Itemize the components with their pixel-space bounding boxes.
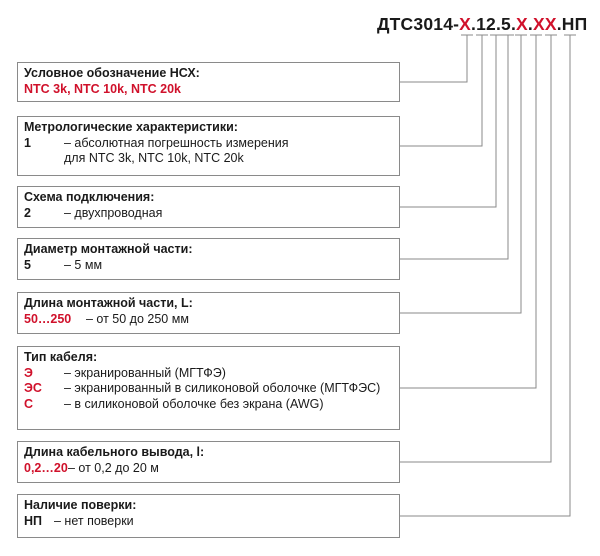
option-title: Условное обозначение НСХ: — [24, 66, 200, 80]
option-row — [24, 397, 393, 413]
option-desc: – от 50 до 250 мм — [86, 311, 189, 326]
option-box — [17, 116, 400, 176]
option-row — [24, 258, 393, 274]
code-part: . — [527, 14, 533, 34]
option-desc: – от 0,2 до 20 м — [68, 460, 159, 475]
option-desc: для NTC 3k, NTC 10k, NTC 20k — [64, 151, 244, 165]
option-box — [17, 186, 400, 228]
connector-line — [400, 35, 536, 388]
option-key: 1 — [24, 135, 31, 150]
code-part: .12.5. — [471, 14, 517, 34]
option-key: НП — [24, 513, 43, 528]
connector-line — [400, 35, 521, 313]
option-row — [24, 151, 393, 167]
option-row — [24, 461, 393, 477]
option-title: Наличие поверки: — [24, 498, 137, 512]
option-row — [24, 514, 393, 530]
connector-line — [400, 35, 551, 462]
option-row — [24, 381, 393, 397]
option-box — [17, 62, 400, 102]
option-box — [17, 441, 400, 483]
option-desc: – 5 мм — [64, 257, 103, 272]
connector-line — [400, 35, 482, 146]
code-part: .НП — [556, 14, 588, 34]
option-key: 0,2…20 — [24, 460, 68, 475]
option-key: Э — [24, 365, 33, 380]
option-box — [17, 494, 400, 538]
option-title: Метрологические характеристики: — [24, 120, 238, 134]
code-part: Х — [459, 14, 472, 34]
code-part: Х — [516, 14, 528, 34]
option-desc: – экранированный (МГТФЭ) — [64, 365, 226, 380]
option-title: Схема подключения: — [24, 190, 155, 204]
option-box — [17, 238, 400, 280]
code-part: ДТС3014- — [377, 14, 460, 34]
option-desc: – нет поверки — [54, 513, 134, 528]
option-desc: – двухпроводная — [64, 205, 163, 220]
option-title: Тип кабеля: — [24, 350, 98, 364]
option-row — [24, 206, 393, 222]
code-part: ХХ — [532, 14, 557, 34]
connector-line — [400, 35, 570, 516]
option-title: Диаметр монтажной части: — [24, 242, 193, 256]
option-desc: – абсолютная погрешность измерения — [64, 135, 289, 150]
option-key: 50…250 — [24, 311, 72, 326]
option-desc: – экранированный в силиконовой оболочке (МГТФЭС) — [64, 381, 381, 395]
option-key: 5 — [24, 257, 31, 272]
option-box — [17, 346, 400, 430]
connector-line — [400, 35, 467, 82]
option-row — [24, 366, 393, 382]
option-box — [17, 292, 400, 334]
option-row — [24, 312, 393, 328]
option-key: С — [24, 396, 34, 411]
option-title: Длина монтажной части, L: — [24, 296, 193, 310]
option-key: 2 — [24, 205, 31, 220]
option-subtitle: NTC 3k, NTC 10k, NTC 20k — [24, 81, 181, 96]
option-row — [24, 136, 393, 152]
option-title: Длина кабельного вывода, l: — [24, 445, 205, 459]
option-desc: – в силиконовой оболочке без экрана (AWG) — [64, 396, 324, 411]
connector-line — [400, 35, 508, 259]
option-key: ЭС — [24, 381, 42, 395]
